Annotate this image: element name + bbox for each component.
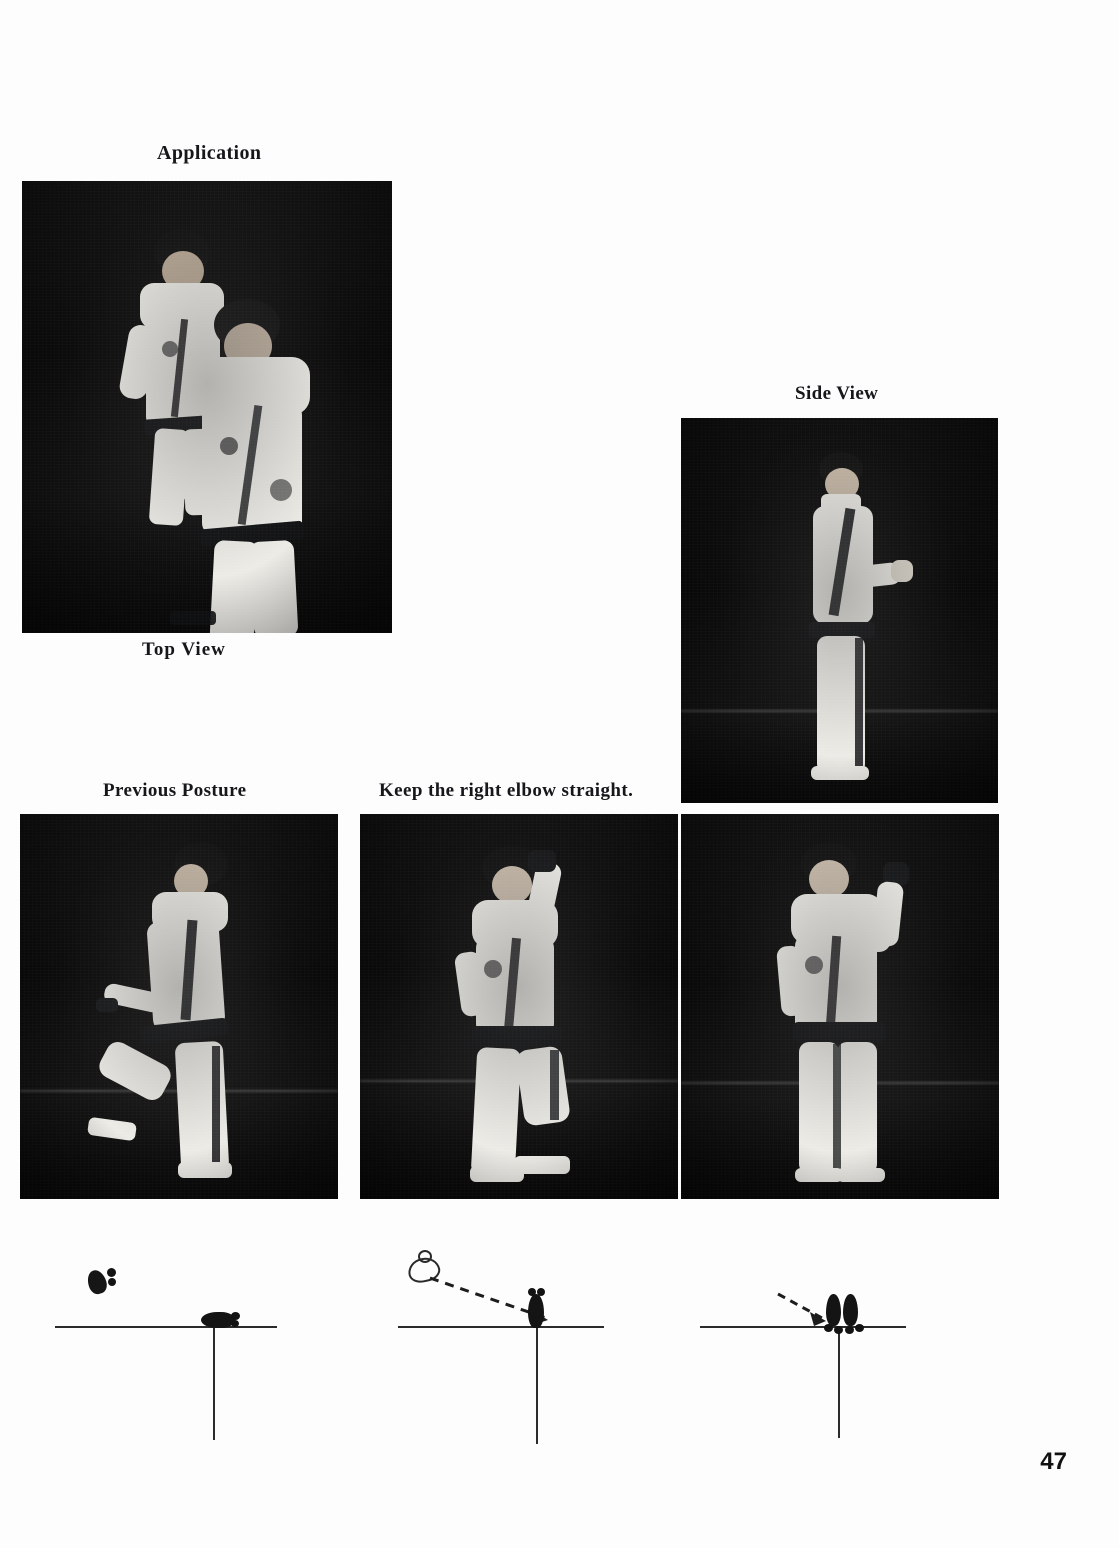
footprint-left bbox=[826, 1294, 841, 1326]
figure-attacker bbox=[190, 299, 330, 633]
caption-previous-posture: Previous Posture bbox=[103, 780, 247, 801]
footwork-diagram-1 bbox=[55, 1250, 335, 1440]
elbow-straight-photo bbox=[360, 814, 678, 1199]
footprint-target bbox=[528, 1294, 544, 1328]
movement-arrow-icon bbox=[426, 1268, 586, 1338]
final-posture-photo bbox=[681, 814, 999, 1199]
caption-top-view: Top View bbox=[142, 639, 226, 660]
page-number: 47 bbox=[1040, 1448, 1067, 1475]
caption-side-view: Side View bbox=[795, 383, 879, 404]
footprint-end bbox=[201, 1312, 235, 1328]
side-view-photo bbox=[681, 418, 998, 803]
figure-side-view bbox=[799, 452, 909, 792]
caption-application: Application bbox=[157, 142, 262, 164]
footprint-right bbox=[843, 1294, 858, 1326]
footwork-diagram-2 bbox=[398, 1248, 678, 1443]
figure-previous-posture bbox=[82, 836, 262, 1186]
footprint-start bbox=[85, 1268, 110, 1296]
application-photo bbox=[22, 181, 392, 633]
figure-final-posture bbox=[777, 834, 947, 1184]
previous-posture-photo bbox=[20, 814, 338, 1199]
footwork-diagram-3 bbox=[700, 1258, 980, 1443]
caption-keep-elbow-straight: Keep the right elbow straight. bbox=[379, 780, 634, 801]
figure-elbow-straight bbox=[450, 836, 620, 1186]
